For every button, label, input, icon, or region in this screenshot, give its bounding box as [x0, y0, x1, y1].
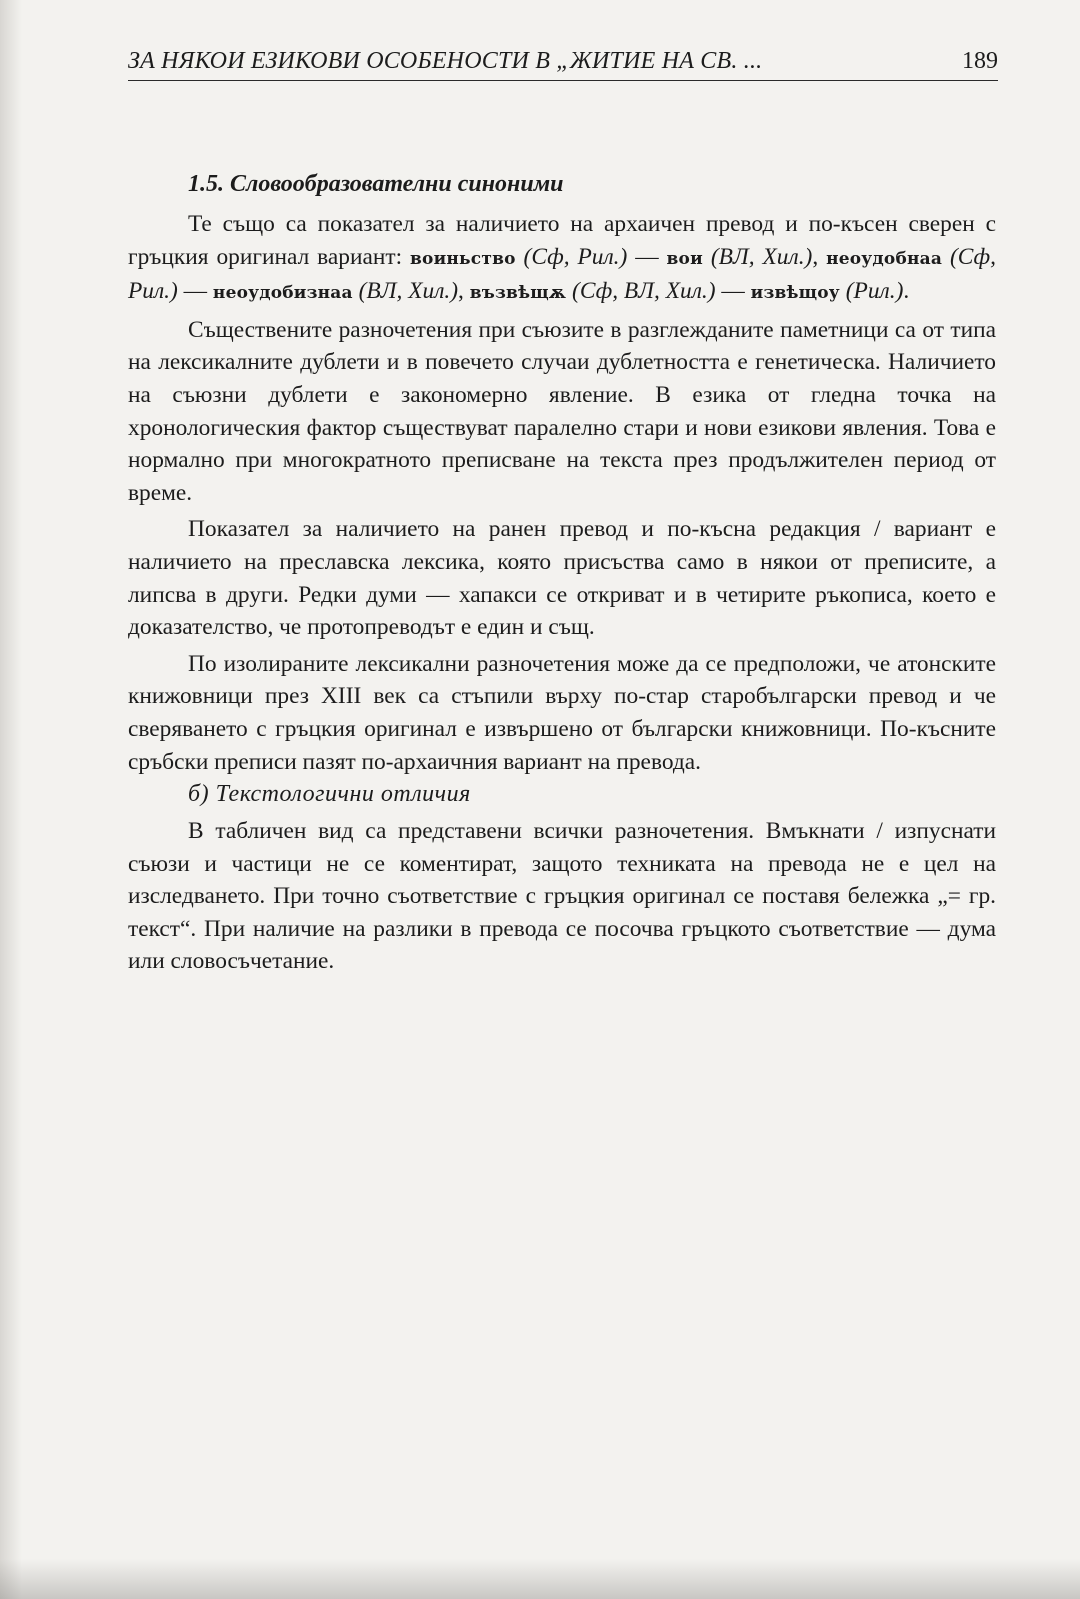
- paragraph-preslav-lexis: Показател за наличието на ранен превод и по-късна редакция / вариант е наличието на преславска лексика, която присъства само в някои от преписите, а липсва в други. Редки думи — хапакси се откриват и в четирите ръкописа, което е доказателство, че протопреводът е един и същ.: [128, 516, 996, 641]
- paragraph-lexical-variants: По изолираните лексикални разночетения може да се предположи, че атонските книжовници през XIII век са стъпили върху по-стар старобългарски превод и че сверяването с гръцкия оригинал е извършено от български книжовници. По-късните сръбски преписи пазят по-архаичния вариант на превода.: [128, 650, 996, 775]
- paragraph-synonyms: [128, 208, 996, 310]
- paragraph-conjunctions: Съществените разночетения при съюзите в разглежданите паметници са от типа на лексикалните дублети и в повечето случаи дублетността е генетическа. Наличието на съюзни дублети е закономерно явление. В езика от гледна точка на хронологическия фактор съществуват паралелно стари и нови езикови явления. Това е нормално при многократното преписване на текста през продължителен период от време.: [128, 316, 996, 506]
- page-number: 189: [962, 48, 998, 74]
- old-slavonic-word: вои: [666, 248, 703, 269]
- text-run: ,: [458, 278, 470, 305]
- manuscript-ref: (Рил.): [845, 278, 904, 305]
- manuscript-ref: (Сф, Рил.): [128, 243, 996, 305]
- old-slavonic-word: воиньство: [410, 248, 516, 269]
- text-run: .: [903, 278, 910, 305]
- text-run: —: [627, 243, 667, 270]
- old-slavonic-word: извѣщоу: [750, 283, 840, 304]
- manuscript-ref: (ВЛ, Хил.): [710, 243, 813, 270]
- manuscript-ref: (Сф, Рил.): [523, 243, 628, 270]
- manuscript-ref: (ВЛ, Хил.): [358, 278, 459, 305]
- section-heading: 1.5. Словообразователни синоними: [188, 171, 564, 197]
- text-run: ,: [812, 243, 827, 270]
- manuscript-ref: (Сф, ВЛ, Хил.): [572, 278, 716, 305]
- page-bottom-shadow: [0, 1559, 1080, 1599]
- paragraph-textological: В табличен вид са представени всички разночетения. Вмъкнати / изпуснати съюзи и частици не се коментират, защото техниката на превода не е цел на изследването. При точно съответствие с гръцкия оригинал се поставя бележка „= гр. текст“. При наличие на разлики в превода се посочва гръцкото съответствие — дума или словосъчетание.: [128, 818, 996, 975]
- old-slavonic-word: възвѣщѫ: [469, 283, 567, 304]
- running-header: [128, 44, 998, 81]
- page-edge-shadow: [0, 0, 22, 1599]
- old-slavonic-word: неоудобнаа: [826, 248, 943, 269]
- running-title: ЗА НЯКОИ ЕЗИКОВИ ОСОБЕНОСТИ В „ЖИТИЕ НА СВ. ...: [128, 48, 763, 74]
- text-run: —: [715, 278, 751, 305]
- page-body: [128, 166, 996, 978]
- old-slavonic-word: неоудобизнаа: [212, 283, 353, 304]
- subsection-heading: б) Текстологични отличия: [188, 781, 471, 808]
- text-run: —: [177, 278, 213, 305]
- text-run: Те също са показател за наличието на архаичен превод и по-късен сверен с гръцкия оригинал вариант:: [128, 211, 996, 270]
